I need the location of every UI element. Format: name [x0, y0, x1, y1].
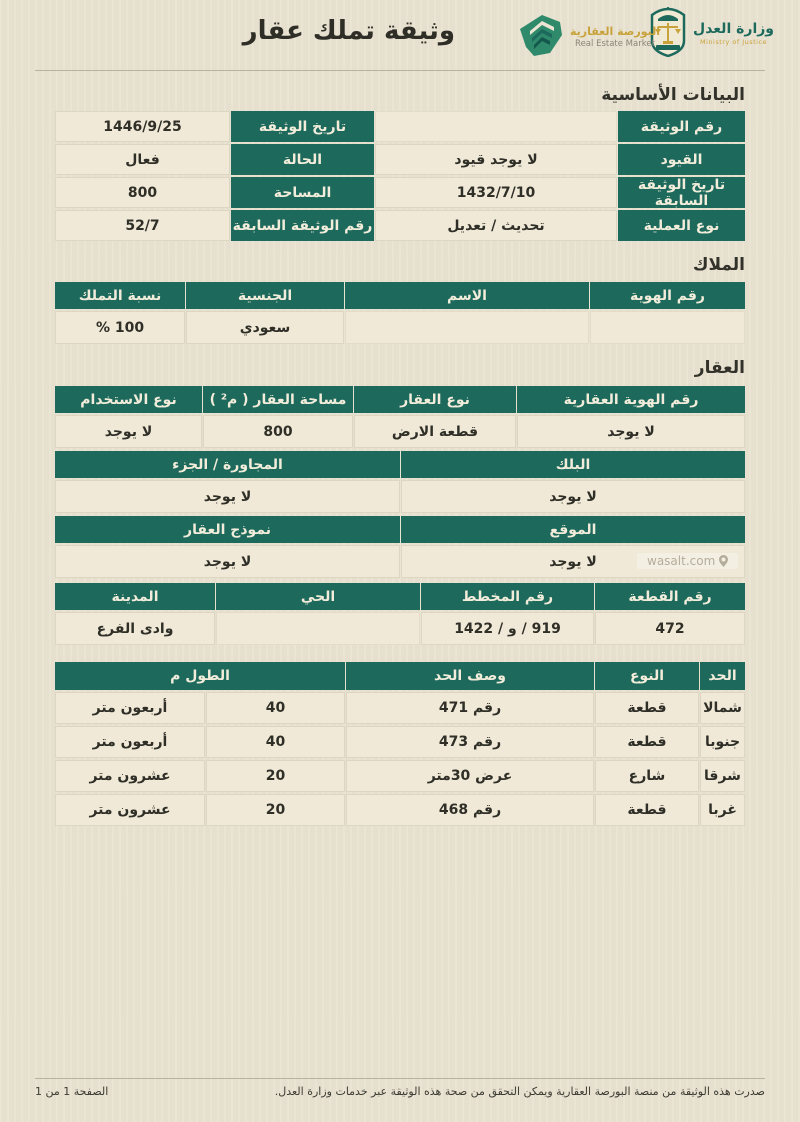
owners-table: [55, 282, 745, 344]
basic-label: المساحة: [231, 177, 374, 208]
empty-space: [0, 826, 800, 1078]
border-description: رقم 468: [346, 794, 594, 826]
property-main-table: [55, 386, 745, 448]
model-header: نموذج العقار: [55, 516, 400, 543]
border-side: جنوبا: [700, 726, 745, 758]
basic-value: لا يوجد قيود: [375, 144, 617, 175]
location-value: لا يوجد wasalt.com: [401, 545, 745, 578]
footer-divider: [35, 1078, 765, 1079]
plan-number: 919 / و / 1422: [421, 612, 594, 645]
border-side: شمالا: [700, 692, 745, 724]
border-type-header: النوع: [595, 662, 699, 690]
map-pin-icon: [719, 555, 728, 567]
basic-value: 800: [55, 177, 230, 208]
document-header: [0, 0, 800, 70]
section-title-owners: الملاك: [692, 255, 745, 275]
basic-label: القيود: [618, 144, 745, 175]
border-description-header: وصف الحد: [346, 662, 594, 690]
borders-table: [55, 692, 745, 826]
district-header: الحي: [216, 583, 420, 610]
owners-header: الجنسية: [186, 282, 344, 309]
basic-label: رقم الوثيقة السابقة: [231, 210, 374, 241]
borders-header-row: [55, 662, 745, 690]
property-usage: لا يوجد: [55, 415, 202, 448]
basic-value: تحديث / تعديل: [375, 210, 617, 241]
property-header: رقم الهوية العقارية: [517, 386, 745, 413]
section-title-property: العقار: [694, 358, 745, 378]
border-side: غربا: [700, 794, 745, 826]
border-side: شرقا: [700, 760, 745, 792]
border-type: قطعة: [595, 692, 699, 724]
border-length-number: 20: [206, 794, 345, 826]
block-table: [55, 451, 745, 513]
border-length-text: أربعون متر: [55, 726, 205, 758]
border-length-number: 40: [206, 692, 345, 724]
adjacent-header: المجاورة / الجزء: [55, 451, 400, 478]
document-footer: [0, 1078, 800, 1098]
border-length-text: عشرون متر: [55, 760, 205, 792]
basic-label: الحالة: [231, 144, 374, 175]
rem-map-icon: [516, 13, 564, 61]
property-area: 800: [203, 415, 353, 448]
basic-label: رقم الوثيقة: [618, 111, 745, 142]
border-type: قطعة: [595, 726, 699, 758]
rem-name-arabic: البورصة العقارية: [569, 25, 660, 39]
header-divider: [35, 70, 765, 71]
border-type: شارع: [595, 760, 699, 792]
ministry-of-justice-logo: [648, 7, 774, 61]
border-description: رقم 471: [346, 692, 594, 724]
owner-share: 100 %: [55, 311, 185, 344]
block-header: البلك: [401, 451, 745, 478]
property-header: مساحة العقار ( م² ): [203, 386, 353, 413]
model-value: لا يوجد: [55, 545, 400, 578]
page-title: وثيقة تملك عقار: [242, 16, 455, 46]
basic-value: 1432/7/10: [375, 177, 617, 208]
plot-header: رقم القطعة: [595, 583, 745, 610]
rem-name-english: Real Estate Market: [575, 38, 655, 49]
border-length-text: أربعون متر: [55, 692, 205, 724]
border-length-text: عشرون متر: [55, 794, 205, 826]
border-description: عرض 30متر: [346, 760, 594, 792]
city-value: وادى الفرع: [55, 612, 215, 645]
plot-table: [55, 583, 745, 645]
border-side-header: الحد: [700, 662, 745, 690]
footer-note: صدرت هذه الوثيقة من منصة البورصة العقارية ويمكن التحقق من صحة هذه الوثيقة عبر خدمات وزارة العدل.: [274, 1085, 765, 1098]
basic-label: تاريخ الوثيقة: [231, 111, 374, 142]
border-length-number: 20: [206, 760, 345, 792]
basic-value: فعال: [55, 144, 230, 175]
location-header: الموقع: [401, 516, 745, 543]
basic-value: 1446/9/25: [55, 111, 230, 142]
moj-name-english: Ministry of Justice: [700, 37, 768, 46]
location-table: [55, 516, 745, 578]
property-header: نوع العقار: [354, 386, 516, 413]
plot-number: 472: [595, 612, 745, 645]
city-header: المدينة: [55, 583, 215, 610]
owners-header: الاسم: [345, 282, 589, 309]
owner-id: [590, 311, 745, 344]
plan-header: رقم المخطط: [421, 583, 594, 610]
owner-nationality: سعودي: [186, 311, 344, 344]
border-description: رقم 473: [346, 726, 594, 758]
border-length-number: 40: [206, 726, 345, 758]
basic-label: تاريخ الوثيقة السابقة: [618, 177, 745, 208]
basic-value: [375, 111, 617, 142]
border-length-header: الطول م: [55, 662, 345, 690]
property-header: نوع الاستخدام: [55, 386, 202, 413]
owners-header: نسبة التملك: [55, 282, 185, 309]
wasalt-watermark: wasalt.com: [637, 553, 738, 569]
section-title-basic: البيانات الأساسية: [601, 85, 745, 105]
basic-data-table: [55, 111, 745, 241]
district-value: [216, 612, 420, 645]
block-value: لا يوجد: [401, 480, 745, 513]
moj-name-arabic: وزارة العدل: [693, 21, 774, 38]
property-identity-number: لا يوجد: [517, 415, 745, 448]
property-type: قطعة الارض: [354, 415, 516, 448]
real-estate-market-logo: [516, 13, 660, 61]
basic-label: نوع العملية: [618, 210, 745, 241]
border-type: قطعة: [595, 794, 699, 826]
adjacent-value: لا يوجد: [55, 480, 400, 513]
page-number: الصفحة 1 من 1: [35, 1085, 109, 1098]
owner-name: [345, 311, 589, 344]
owners-header: رقم الهوية: [590, 282, 745, 309]
basic-value: 52/7: [55, 210, 230, 241]
